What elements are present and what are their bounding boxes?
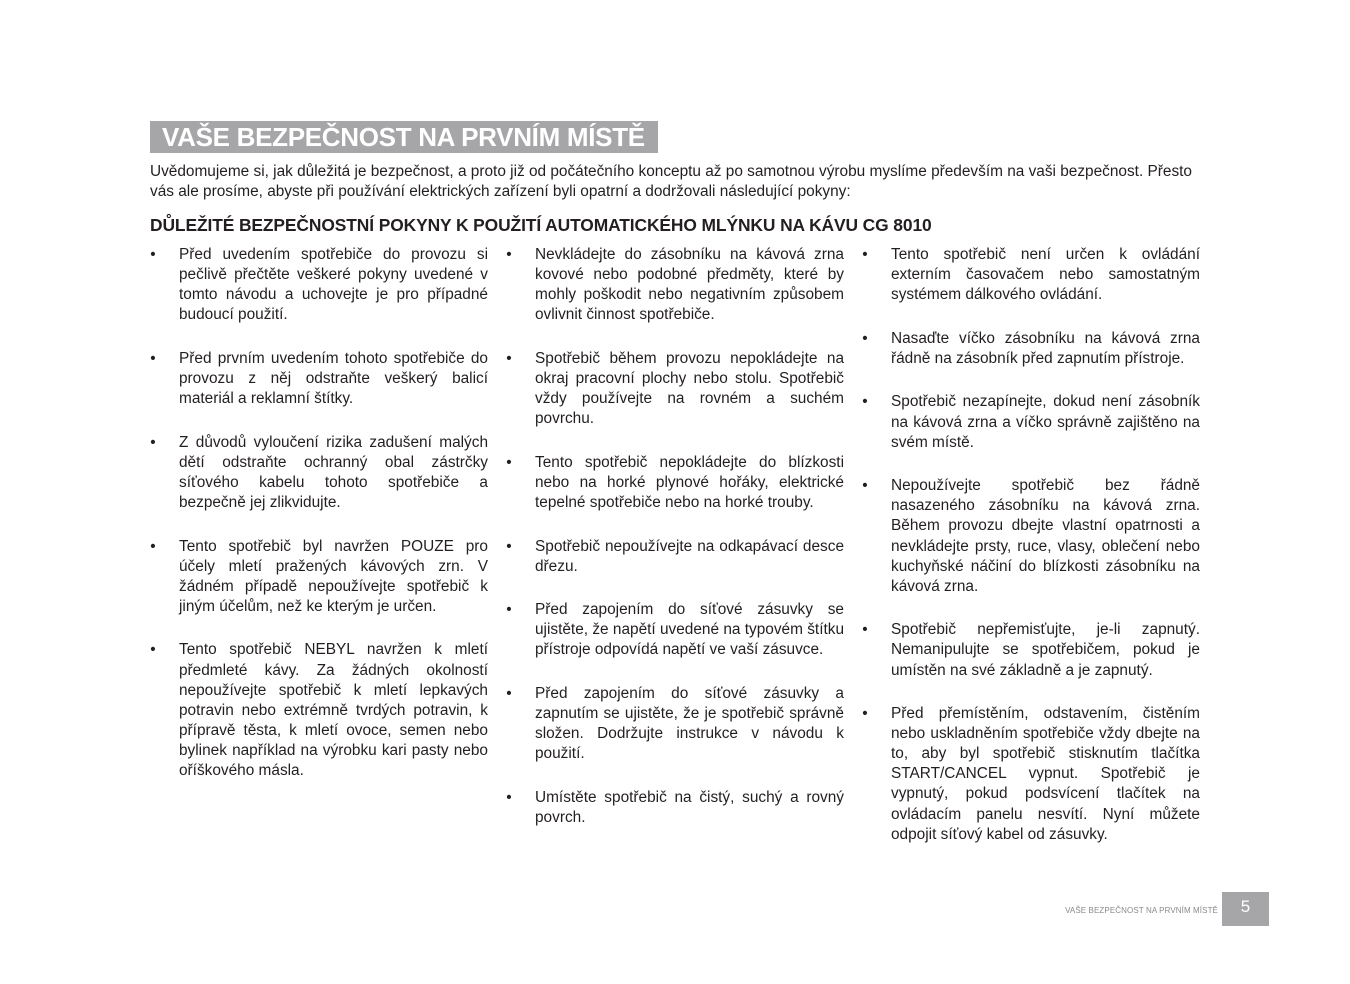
bullet-icon: • bbox=[862, 621, 868, 639]
bullet-icon: • bbox=[862, 393, 868, 411]
bullet-icon: • bbox=[506, 685, 512, 702]
instruction-item bbox=[860, 620, 1200, 680]
instruction-item bbox=[148, 245, 488, 325]
instruction-text: Před zapojením do síťové zásuvky se ujistěte, že napětí uvedené na typovém štítku přístroje odpovídá napětí ve vaší zásuvce. bbox=[535, 601, 844, 659]
instruction-item bbox=[860, 704, 1200, 845]
instruction-text: Před uvedením spotřebiče do provozu si pečlivě přečtěte veškeré pokyny uvedené v tomto návodu a uchovejte je pro případné budoucí použití. bbox=[179, 246, 488, 324]
instruction-text: Nevkládejte do zásobníku na kávová zrna kovové nebo podobné předměty, které by mohly poškodit nebo negativním způsobem ovlivnit činnost spotřebiče. bbox=[535, 246, 844, 324]
instruction-item bbox=[148, 349, 488, 409]
intro-paragraph: Uvědomujeme si, jak důležitá je bezpečnost, a proto již od počátečního konceptu až po samotnou výrobu myslíme především na vaši bezpečnost. Přesto vás ale prosíme, abyste při používání elektrických zařízení byli opatrní a dodržovali následující pokyny: bbox=[150, 163, 1192, 200]
page-number: 5 bbox=[1222, 892, 1269, 926]
section-heading: DŮLEŽITÉ BEZPEČNOSTNÍ POKYNY K POUŽITÍ AUTOMATICKÉHO MLÝNKU NA KÁVU CG 8010 bbox=[150, 215, 932, 235]
page-title: VAŠE BEZPEČNOST NA PRVNÍM MÍSTĚ bbox=[150, 121, 658, 153]
bullet-icon: • bbox=[150, 641, 156, 659]
instruction-item bbox=[860, 245, 1200, 305]
instructions-column-2 bbox=[504, 245, 844, 852]
instruction-text: Z důvodů vyloučení rizika zadušení malých dětí odstraňte ochranný obal zástrčky síťového kabelu tohoto spotřebiče a bezpečně jej zlikvidujte. bbox=[179, 433, 488, 511]
instruction-item bbox=[860, 392, 1200, 452]
bullet-icon: • bbox=[862, 705, 868, 723]
instruction-item bbox=[860, 476, 1200, 597]
instruction-text: Před prvním uvedením tohoto spotřebiče do provozu z něj odstraňte veškerý balicí materiál a reklamní štítky. bbox=[179, 349, 488, 408]
bullet-icon: • bbox=[150, 349, 156, 367]
instruction-item bbox=[504, 788, 844, 828]
bullet-icon: • bbox=[862, 246, 868, 263]
bullet-icon: • bbox=[150, 433, 156, 451]
instructions-column-3 bbox=[860, 245, 1200, 868]
instruction-item bbox=[504, 537, 844, 577]
instruction-item bbox=[504, 684, 844, 764]
instruction-text: Tento spotřebič není určen k ovládání externím časovačem nebo samostatným systémem dálkového ovládání. bbox=[891, 246, 1200, 304]
instructions-column-1 bbox=[148, 245, 488, 805]
instruction-text: Tento spotřebič nepokládejte do blízkosti nebo na horké plynové hořáky, elektrické tepelné spotřebiče nebo na horké trouby. bbox=[535, 453, 844, 511]
instruction-text: Spotřebič nepřemisťujte, je-li zapnutý. Nemanipulujte se spotřebičem, pokud je umístěn na své základně a je zapnutý. bbox=[891, 621, 1200, 679]
instruction-item bbox=[148, 433, 488, 513]
instruction-item bbox=[860, 329, 1200, 369]
instruction-item bbox=[504, 600, 844, 660]
bullet-icon: • bbox=[506, 537, 512, 555]
instruction-item bbox=[148, 640, 488, 781]
instruction-item bbox=[504, 349, 844, 429]
bullet-icon: • bbox=[506, 349, 512, 367]
instruction-text: Tento spotřebič byl navržen POUZE pro účely mletí pražených kávových zrn. V žádném případě nepoužívejte spotřebič k jiným účelům, než ke kterým je určen. bbox=[179, 537, 488, 615]
instruction-text: Nepoužívejte spotřebič bez řádně nasazeného zásobníku na kávová zrna. Během provozu dbejte vlastní opatrnosti a nevkládejte prsty, ruce, vlasy, oblečení nebo kuchyňské náčiní do blízkosti zásobníku na kávová zrna. bbox=[891, 477, 1200, 595]
bullet-icon: • bbox=[150, 537, 156, 555]
bullet-icon: • bbox=[506, 453, 512, 471]
instruction-text: Spotřebič nezapínejte, dokud není zásobník na kávová zrna a víčko správně zajištěno na svém místě. bbox=[891, 393, 1200, 451]
instruction-text: Spotřebič nepoužívejte na odkapávací desce dřezu. bbox=[535, 537, 844, 575]
bullet-icon: • bbox=[506, 246, 512, 263]
instruction-text: Tento spotřebič NEBYL navržen k mletí předmleté kávy. Za žádných okolností nepoužívejte spotřebič k mletí lepkavých potravin nebo extrémně tvrdých potravin, k přípravě těsta, k mletí ovoce, semen nebo bylinek například na výrobku kari pasty nebo oříškového másla. bbox=[179, 641, 488, 779]
footer-section-label: VAŠE BEZPEČNOST NA PRVNÍM MÍSTĚ bbox=[1065, 906, 1218, 915]
instruction-text: Umístěte spotřebič na čistý, suchý a rovný povrch. bbox=[535, 788, 844, 826]
bullet-icon: • bbox=[862, 329, 868, 347]
instruction-text: Spotřebič během provozu nepokládejte na okraj pracovní plochy nebo stolu. Spotřebič vždy používejte na rovném a suchém povrchu. bbox=[535, 349, 844, 428]
bullet-icon: • bbox=[862, 477, 868, 495]
instruction-text: Nasaďte víčko zásobníku na kávová zrna řádně na zásobník před zapnutím přístroje. bbox=[891, 329, 1200, 367]
instruction-item bbox=[504, 245, 844, 325]
instruction-item bbox=[148, 537, 488, 617]
bullet-icon: • bbox=[506, 788, 512, 806]
instruction-text: Před zapojením do síťové zásuvky a zapnutím se ujistěte, že je spotřebič správně složen. Dodržujte instrukce v návodu k použití. bbox=[535, 685, 844, 763]
instruction-item bbox=[504, 453, 844, 513]
bullet-icon: • bbox=[150, 246, 156, 263]
instruction-text: Před přemístěním, odstavením, čistěním nebo uskladněním spotřebiče vždy dbejte na to, aby byl spotřebič stisknutím tlačítka START/CANCEL vypnut. Spotřebič je vypnutý, pokud podsvícení tlačítek na ovládacím panelu nesvítí. Nyní můžete odpojit síťový kabel od zásuvky. bbox=[891, 705, 1200, 843]
bullet-icon: • bbox=[506, 601, 512, 619]
